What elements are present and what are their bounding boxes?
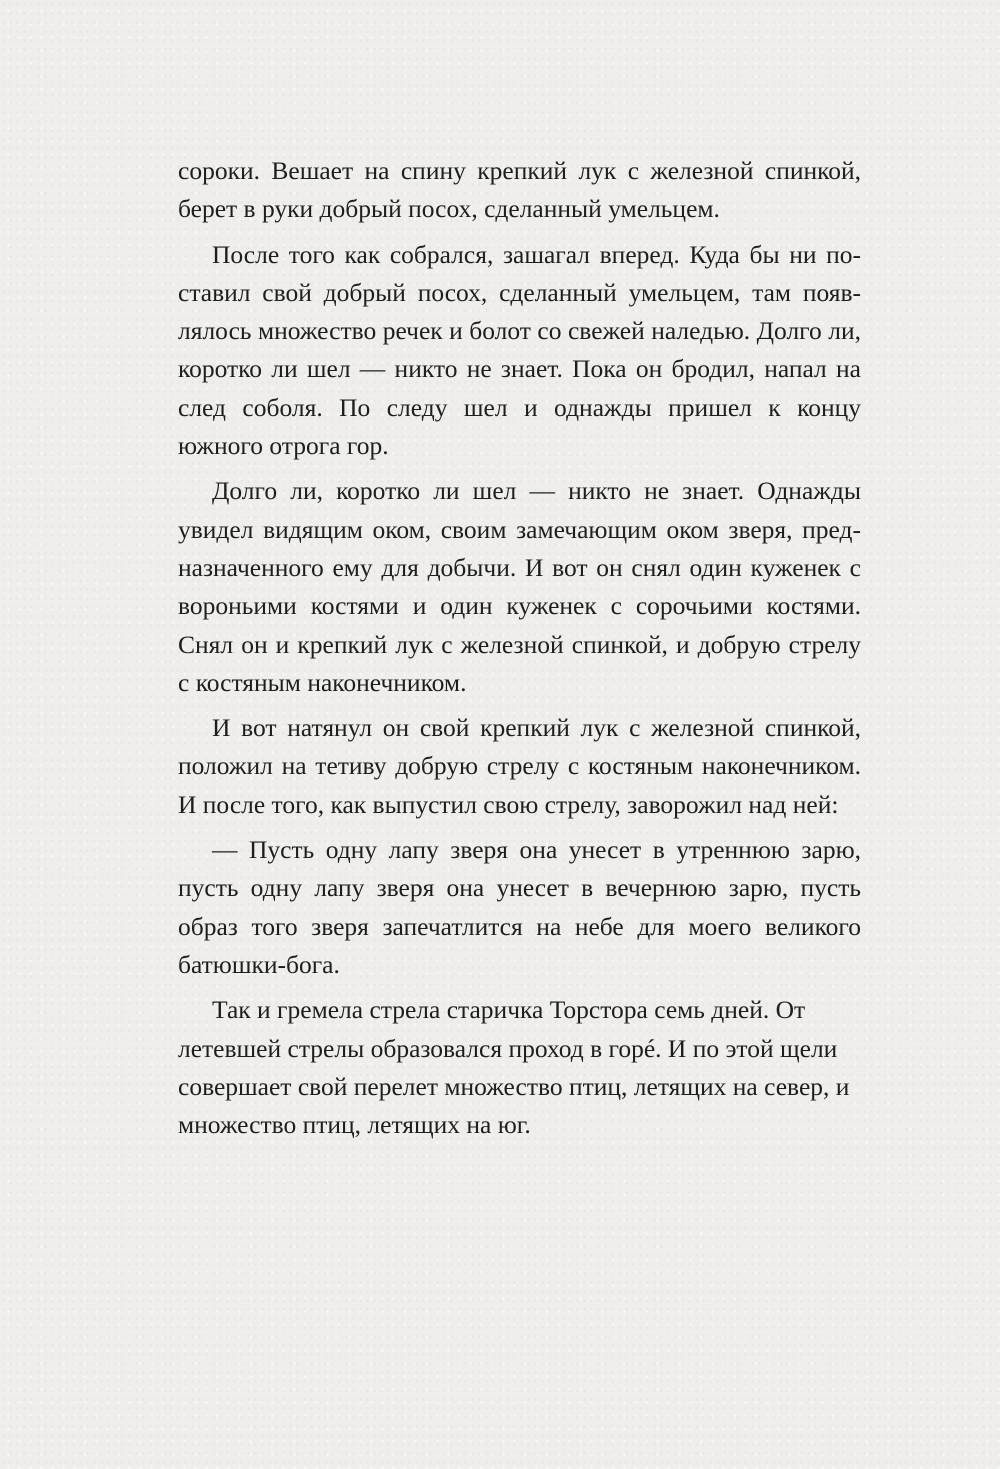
- paragraph-3: Долго ли, коротко ли шел — никто не знает. Однажды увидел видящим оком, своим замечающим оком зверя, предназначенного ему для добычи. И вот он снял один куженек с вороньими костями и один куженек с сорочьими костями. Снял он и крепкий лук с железной спинкой, и добрую стрелу с костяным наконечником.: [178, 476, 861, 697]
- paragraph-4: И вот натянул он свой крепкий лук с железной спинкой, положил на тетиву добрую стрелу с костяным наконечником. И после того, как выпустил свою стрелу, заворожил над ней:: [178, 713, 861, 819]
- page-text: [178, 152, 861, 1151]
- paragraph-1: сороки. Вешает на спину крепкий лук с железной спинкой, берет в руки добрый посох, сделанный умельцем.: [178, 156, 861, 224]
- paragraph-2: После того как собрался, зашагал вперед. Куда бы ни поставил свой добрый посох, сделанный умельцем, там появлялось множество речек и болот со свежей наледью. Долго ли, коротко ли шел — никто не знает. Пока он бродил, напал на след соболя. По следу шел и однажды пришел к концу южного отрога гор.: [178, 239, 861, 461]
- paragraph-5-dialogue: — Пусть одну лапу зверя она унесет в утреннюю зарю, пусть одну лапу зверя она унесет в вечернюю зарю, пусть образ того зверя запечатлится на небе для моего великого батюшки-бога.: [178, 835, 861, 979]
- paragraph-6: Так и гремела стрела старичка Торстора семь дней. От летевшей стрелы образовался проход в горé. И по этой щели совершает свой перелет множество птиц, летящих на север, и множество птиц, летящих на юг.: [178, 995, 850, 1140]
